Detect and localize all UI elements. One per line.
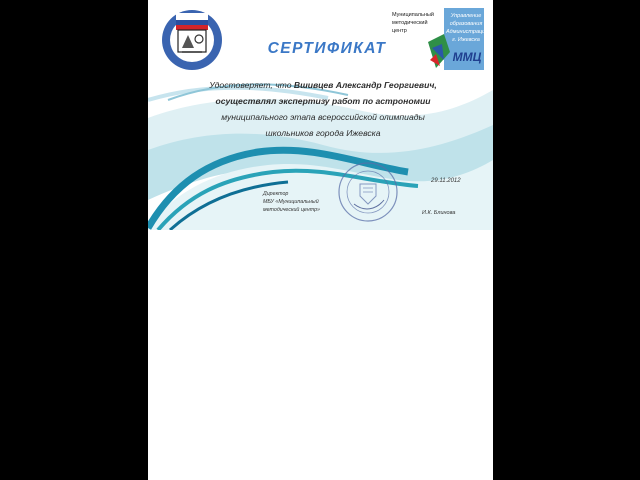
official-stamp bbox=[336, 160, 400, 224]
logo-line-3: Администрации bbox=[446, 29, 489, 35]
logo-line-1: Управление bbox=[450, 13, 482, 19]
certificate-line-2: осуществлял экспертизу работ по астрономии bbox=[215, 96, 431, 106]
logo-abbreviation: ММЦ bbox=[452, 50, 482, 64]
signer-name: И.К. Блинова bbox=[422, 210, 456, 216]
certificate-line-3: муниципального этапа всероссийской олимпиады bbox=[221, 112, 425, 122]
logo-line-2: образования bbox=[449, 21, 483, 27]
org-line-2: методический bbox=[392, 20, 428, 26]
org-line-1: Муниципальный bbox=[392, 12, 434, 18]
certificate-title: СЕРТИФИКАТ bbox=[267, 40, 387, 57]
intro-text: Удостоверяет, что bbox=[209, 80, 294, 90]
logo-line-4: г. Ижевска bbox=[452, 37, 480, 43]
issue-date: 29.11.2012 bbox=[431, 178, 461, 184]
signature-title-1: Директор bbox=[263, 191, 289, 197]
certificate-page bbox=[148, 0, 493, 480]
logo-script-text bbox=[446, 12, 489, 44]
certificate-line-4: школьников города Ижевска bbox=[265, 128, 381, 138]
signature-title-2: МБУ «Муниципальный bbox=[263, 199, 319, 205]
org-line-3: центр bbox=[392, 28, 407, 34]
recipient-name: Вшивцев Александр Георгиевич, bbox=[293, 80, 437, 90]
certificate-line-1 bbox=[173, 80, 473, 90]
olympiad-emblem bbox=[160, 8, 224, 72]
signature-title-3: методический центр» bbox=[263, 207, 320, 213]
